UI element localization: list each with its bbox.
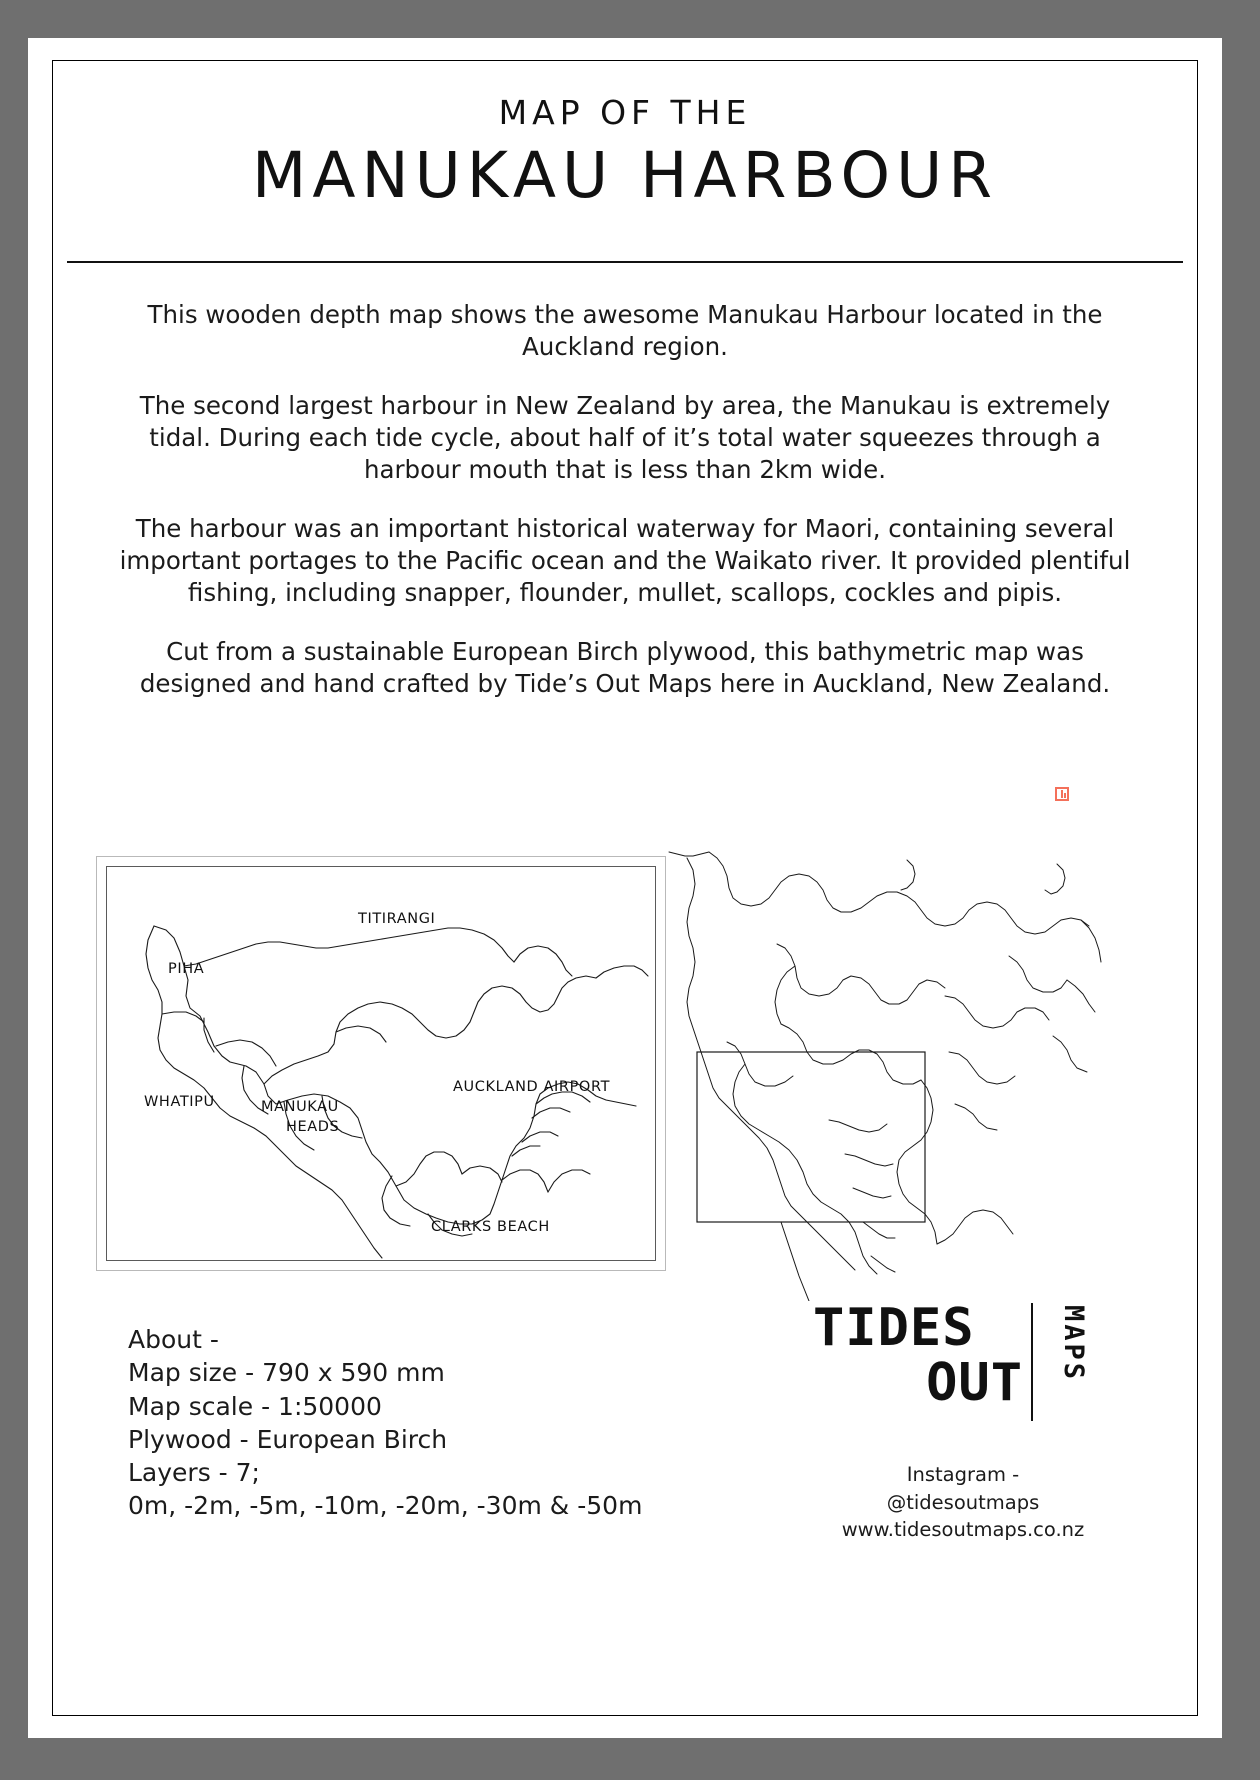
broken-image-icon xyxy=(1055,787,1069,801)
logo-line-maps: MAPS xyxy=(1058,1305,1089,1383)
logo-divider xyxy=(1031,1303,1033,1421)
about-line-map-scale: Map scale - 1:50000 xyxy=(128,1391,382,1421)
title-divider xyxy=(67,261,1183,263)
logo-line-tides: TIDES xyxy=(813,1298,975,1358)
poster-border xyxy=(52,60,1198,1716)
logo-line-out: OUT xyxy=(926,1352,1023,1413)
paragraph-3: The harbour was an important historical waterway for Maori, containing several important portages to the Pacific ocean and the Waikato river. It provided plentiful fishing, including snapper, flounder, mullet, scallops, cockles and pipis. xyxy=(119,513,1131,608)
description-text xyxy=(115,299,1135,700)
about-line-map-size: Map size - 790 x 590 mm xyxy=(128,1358,445,1388)
contact-instagram-handle[interactable]: @tidesoutmaps xyxy=(886,1490,1040,1514)
overview-map-figure xyxy=(649,836,1119,1301)
overview-map-leader-line xyxy=(781,1222,811,1301)
map-label-whatipu: WHATIPU xyxy=(144,1094,215,1110)
map-label-piha: PIHA xyxy=(168,961,205,977)
map-label-clarks-beach: CLARKS BEACH xyxy=(431,1219,550,1235)
paragraph-2: The second largest harbour in New Zealand by area, the Manukau is extremely tidal. During each tide cycle, about half of it’s total water squeezes through a harbour mouth that is less than 2km wide. xyxy=(139,390,1111,485)
paragraph-1: This wooden depth map shows the awesome Manukau Harbour located in the Auckland region. xyxy=(147,300,1103,362)
about-line-depths: 0m, -2m, -5m, -10m, -20m, -30m & -50m xyxy=(128,1491,643,1521)
detail-map-figure xyxy=(96,856,666,1271)
contact-website-url[interactable]: www.tidesoutmaps.co.nz xyxy=(841,1518,1085,1542)
logo-wordmark xyxy=(813,1298,1023,1413)
page-title: MANUKAU HARBOUR xyxy=(252,139,998,213)
map-label-manukau-heads-line2: HEADS xyxy=(286,1119,340,1135)
about-line-1: About - xyxy=(128,1325,219,1354)
paragraph-4: Cut from a sustainable European Birch plywood, this bathymetric map was designed and hand crafted by Tide’s Out Maps here in Auckland, New Zealand. xyxy=(139,636,1111,698)
title-supertitle: MAP OF THE xyxy=(498,93,752,132)
contact-instagram-label: Instagram - xyxy=(906,1463,1020,1486)
contact-block xyxy=(813,1461,1113,1544)
about-block xyxy=(128,1323,642,1523)
map-label-manukau-heads-line1: MANUKAU xyxy=(261,1099,339,1115)
overview-map-coastline xyxy=(649,836,1119,1301)
map-label-auckland-airport: AUCKLAND AIRPORT xyxy=(453,1079,611,1095)
about-line-layers: Layers - 7; xyxy=(128,1458,260,1487)
poster-title-block xyxy=(53,95,1197,216)
brand-logo xyxy=(813,1298,1093,1436)
map-label-titirangi: TITIRANGI xyxy=(358,911,436,927)
poster-page xyxy=(28,38,1222,1738)
about-line-plywood: Plywood - European Birch xyxy=(128,1424,448,1454)
